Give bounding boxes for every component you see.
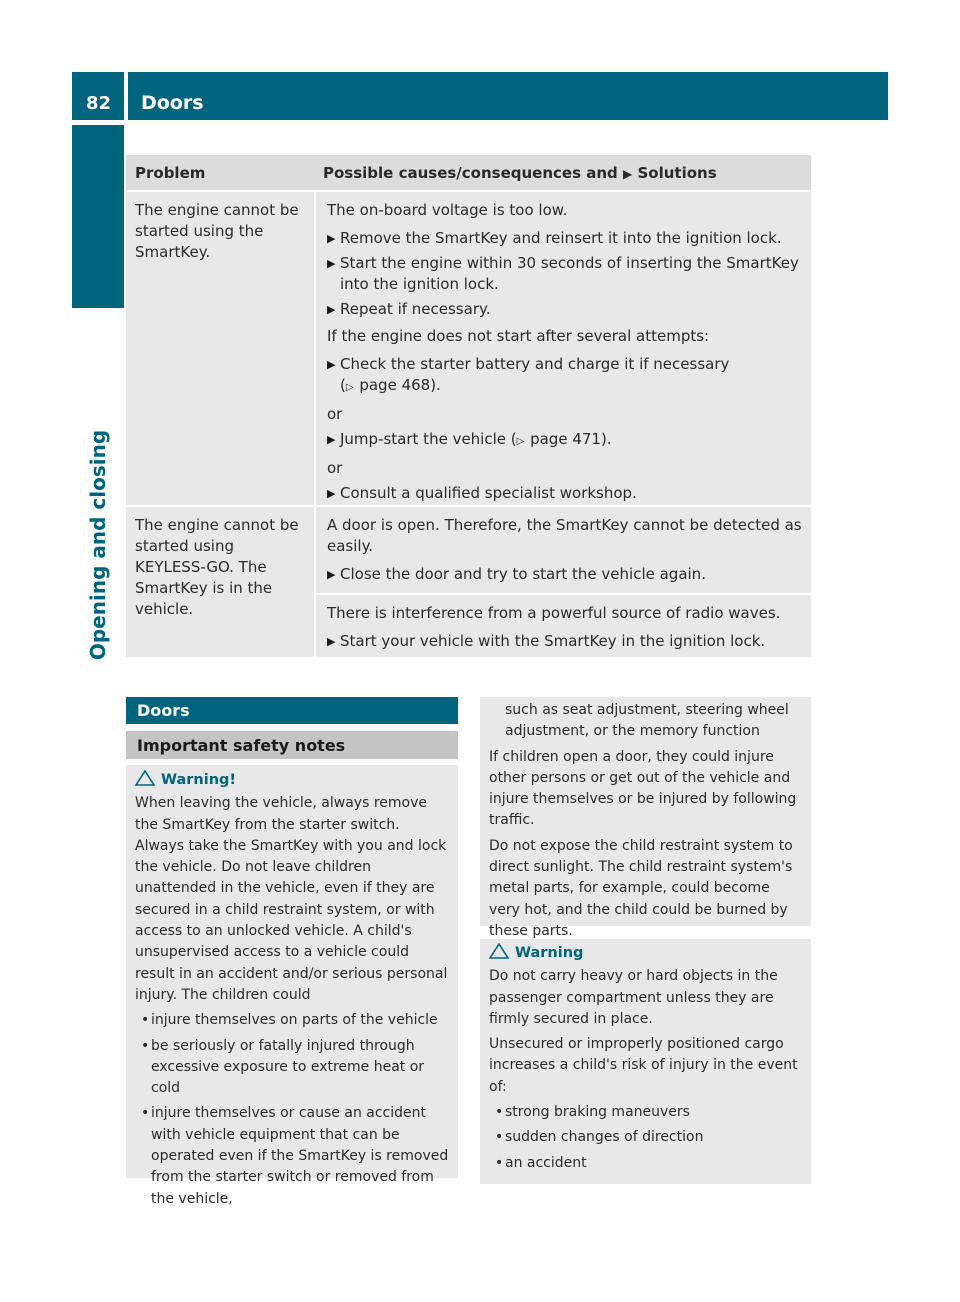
- cause-text: The on-board voltage is too low.: [327, 201, 568, 219]
- warning-title: Warning!: [161, 772, 237, 788]
- list-item: [489, 1153, 804, 1174]
- bullet-icon: •: [495, 1129, 504, 1146]
- page-ref-icon: ▷: [345, 382, 354, 393]
- step-text: Check the starter battery and charge it if necessary: [340, 355, 730, 373]
- warning-heading: [135, 770, 451, 791]
- bullet-continuation: such as seat adjustment, steering wheel adjustment, or the memory function: [505, 702, 789, 740]
- side-tab-label: Opening and closing: [86, 429, 110, 661]
- warning-paragraph: If children open a door, they could injure other persons or get out of the vehicle and injure themselves or be injured by following traffic.: [489, 748, 797, 829]
- bullet-icon: •: [495, 1154, 504, 1171]
- warning-triangle-icon: [489, 943, 509, 959]
- bullet-icon: •: [495, 1104, 504, 1121]
- warning-paragraph: Do not expose the child restraint system to direct sunlight. The child restraint system's metal parts, for example, could become very hot, and the child could be burned by these parts.: [489, 837, 793, 939]
- cause-text: There is interference from a powerful source of radio waves.: [327, 604, 781, 622]
- play-arrow-icon: ▶: [623, 167, 633, 181]
- list-item: [489, 1102, 804, 1123]
- step-arrow-icon: ▶: [327, 568, 336, 581]
- step-text: Start the engine within 30 seconds of inserting the SmartKey into the ignition lock.: [340, 254, 799, 293]
- step-ref[interactable]: page 471).: [530, 430, 612, 448]
- cause-text: A door is open. Therefore, the SmartKey cannot be detected as easily.: [327, 516, 802, 555]
- column-solutions: [323, 164, 717, 182]
- step-arrow-icon: ▶: [327, 257, 336, 270]
- bullet-icon: •: [141, 1037, 150, 1054]
- column-solutions-prefix: Possible causes/consequences and: [323, 164, 618, 182]
- bullet-text: sudden changes of direction: [505, 1129, 704, 1146]
- list-item: [135, 1103, 451, 1209]
- bullet-text: be seriously or fatally injured through excessive exposure to extreme heat or cold: [151, 1037, 425, 1097]
- warning-paragraph: Do not carry heavy or hard objects in the passenger compartment unless they are firmly secured in place.: [489, 968, 778, 1027]
- step-text: Close the door and try to start the vehicle again.: [340, 565, 706, 583]
- list-item: [489, 1127, 804, 1148]
- bullet-icon: •: [141, 1012, 150, 1029]
- step-item: [327, 228, 802, 249]
- step-ref-open: (: [340, 376, 346, 394]
- section-subtitle: Important safety notes: [126, 731, 458, 759]
- step-item: [327, 253, 802, 295]
- note-text: If the engine does not start after several attempts:: [327, 327, 710, 345]
- warning-box-1: [126, 765, 458, 1207]
- or-text: or: [327, 405, 343, 423]
- step-item: [327, 354, 802, 398]
- step-ref[interactable]: page 468).: [359, 376, 441, 394]
- problem-text: The engine cannot be started using the SmartKey.: [135, 201, 299, 261]
- warning-title: Warning: [515, 945, 584, 961]
- problem-cell-2: [126, 507, 314, 657]
- problem-text: The engine cannot be started using KEYLESS-GO. The SmartKey is in the vehicle.: [135, 516, 299, 618]
- column-problem: Problem: [135, 164, 206, 182]
- step-text: Consult a qualified specialist workshop.: [340, 484, 637, 502]
- step-text: Remove the SmartKey and reinsert it into the ignition lock.: [340, 229, 782, 247]
- bullet-text: an accident: [505, 1154, 587, 1171]
- or-text: or: [327, 459, 343, 477]
- column-solutions-suffix: Solutions: [637, 164, 717, 182]
- section-title: Doors: [126, 697, 458, 724]
- step-item: [327, 299, 802, 320]
- bullet-icon: •: [141, 1105, 150, 1122]
- step-arrow-icon: ▶: [327, 433, 336, 446]
- warning-continuation: [480, 697, 811, 939]
- warning-triangle-icon: [135, 770, 155, 786]
- chapter-title: Doors: [128, 72, 888, 120]
- step-text: Repeat if necessary.: [340, 300, 491, 318]
- step-item: [327, 564, 802, 585]
- step-text: Jump-start the vehicle (: [340, 430, 517, 448]
- solution-cell-2b: [316, 595, 811, 657]
- side-tab-marker: [72, 125, 124, 308]
- step-item: [327, 483, 802, 504]
- warning-paragraph: Unsecured or improperly positioned cargo increases a child's risk of injury in the event of:: [489, 1036, 798, 1095]
- step-text: Start your vehicle with the SmartKey in the ignition lock.: [340, 632, 766, 650]
- bullet-text: strong braking maneuvers: [505, 1104, 690, 1121]
- problem-cell-1: [126, 192, 314, 505]
- warning-box-2: [480, 939, 811, 1184]
- step-arrow-icon: ▶: [327, 303, 336, 316]
- step-arrow-icon: ▶: [327, 635, 336, 648]
- step-arrow-icon: ▶: [327, 232, 336, 245]
- step-item: [327, 429, 802, 452]
- bullet-text: injure themselves on parts of the vehicle: [151, 1012, 438, 1029]
- solution-cell-2a: [316, 507, 811, 593]
- table-header: [126, 155, 811, 190]
- warning-heading: [489, 943, 804, 964]
- solution-cell-1: [316, 192, 811, 505]
- page-ref-icon: ▷: [516, 436, 525, 447]
- warning-body: When leaving the vehicle, always remove the SmartKey from the starter switch. Always take the SmartKey with you and lock the vehicle. Do not leave children unattended in the vehicle, even if they are secured in a child restraint system, or with access to an unlocked vehicle. A child's unsupervised access to a vehicle could result in an accident and/or serious personal injury. The children could: [135, 795, 448, 1003]
- bullet-text: injure themselves or cause an accident with vehicle equipment that can be operated even if the SmartKey is removed from the starter switch or removed from the vehicle,: [151, 1105, 449, 1207]
- page-number: 82: [72, 72, 124, 120]
- step-item: [327, 631, 802, 652]
- step-arrow-icon: ▶: [327, 487, 336, 500]
- step-arrow-icon: ▶: [327, 358, 336, 371]
- list-item: [135, 1010, 451, 1031]
- list-item: [135, 1036, 451, 1100]
